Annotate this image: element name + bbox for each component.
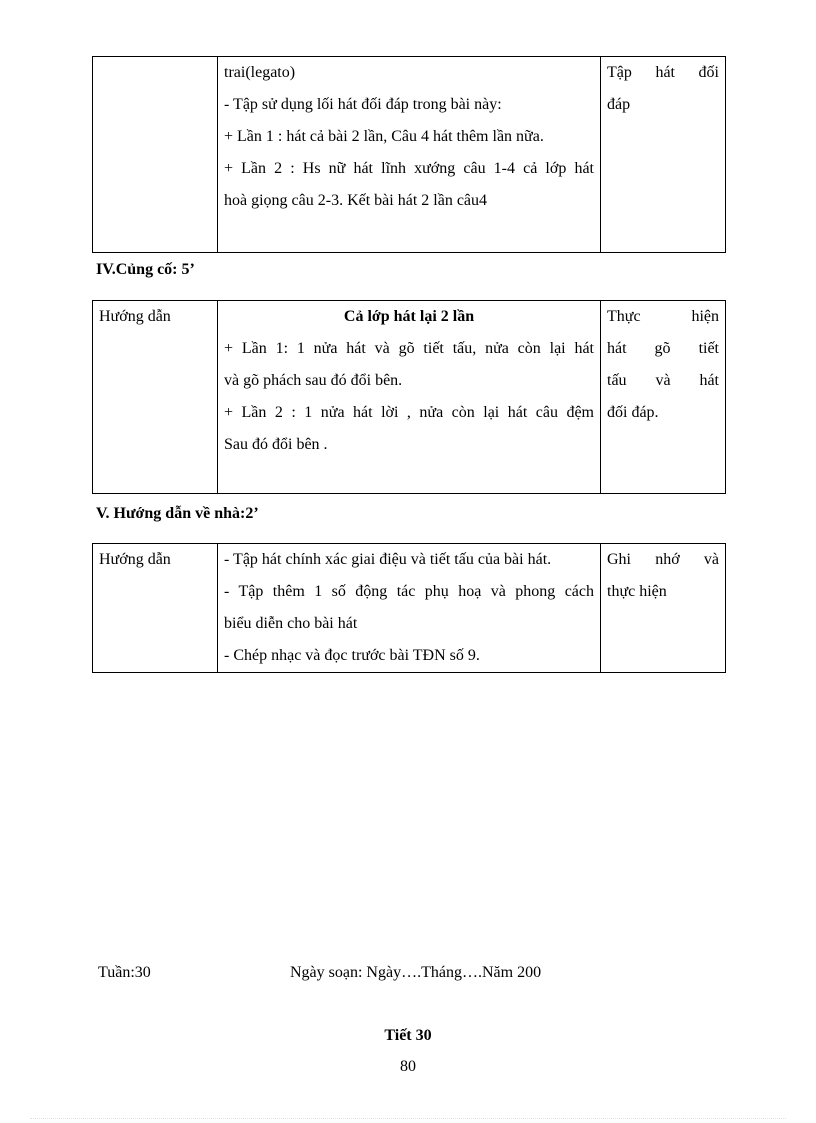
content-line: hoà giọng câu 2-3. Kết bài hát 2 lần câu4 [224, 192, 488, 209]
activity-cell [93, 57, 218, 253]
content-line: Thực hiện [607, 308, 719, 325]
teacher-content-cell [218, 57, 601, 253]
content-line: + Lần 2 : 1 nửa hát lời , nửa còn lại hát câu đệm [224, 404, 594, 421]
lesson-table-homework [92, 543, 726, 673]
activity-cell [93, 301, 218, 494]
content-line: Sau đó đổi bên . [224, 436, 328, 453]
content-line: đối đáp. [607, 404, 659, 421]
activity-label: Hướng dẫn [99, 551, 171, 568]
student-activity-cell [601, 301, 726, 494]
table-row [93, 301, 726, 494]
content-line: + Lần 1 : hát cả bài 2 lần, Câu 4 hát thêm lần nữa. [224, 128, 544, 145]
lesson-table-reinforcement [92, 300, 726, 494]
teacher-content-cell [218, 544, 601, 673]
content-line: và gõ phách sau đó đổi bên. [224, 372, 403, 389]
lesson-table-continuation [92, 56, 726, 253]
content-line: + Lần 2 : Hs nữ hát lĩnh xướng câu 1-4 cả lớp hát [224, 160, 594, 177]
content-line: - Tập hát chính xác giai điệu và tiết tấu của bài hát. [224, 551, 552, 568]
page-number: 80 [400, 1058, 416, 1075]
page-edge-divider [30, 1118, 786, 1119]
content-line: - Chép nhạc và đọc trước bài TĐN số 9. [224, 647, 480, 664]
content-title: Cả lớp hát lại 2 lần [343, 308, 475, 325]
content-line: Ghi nhớ và [607, 551, 719, 568]
content-line: trai(legato) [224, 64, 296, 81]
table-row [93, 57, 726, 253]
content-line: tấu và hát [607, 372, 719, 389]
content-line: + Lần 1: 1 nửa hát và gõ tiết tấu, nửa còn lại hát [224, 340, 594, 357]
activity-cell [93, 544, 218, 673]
lesson-number: Tiết 30 [384, 1027, 432, 1044]
content-line: - Tập thêm 1 số động tác phụ hoạ và phong cách [224, 583, 594, 600]
content-line: hát gõ tiết [607, 340, 719, 357]
section-heading-reinforcement: IV.Củng cố: 5’ [96, 261, 195, 278]
table-row [93, 544, 726, 673]
student-activity-cell [601, 57, 726, 253]
content-line: thực hiện [607, 583, 667, 600]
content-line: biểu diễn cho bài hát [224, 615, 358, 632]
student-activity-cell [601, 544, 726, 673]
activity-label: Hướng dẫn [99, 308, 171, 325]
teacher-content-cell [218, 301, 601, 494]
content-line: đáp [607, 96, 631, 113]
section-heading-homework: V. Hướng dẫn về nhà:2’ [96, 505, 259, 522]
content-line: Tập hát đối [607, 64, 719, 81]
content-line: - Tập sử dụng lối hát đối đáp trong bài này: [224, 96, 502, 113]
preparation-date: Ngày soạn: Ngày….Tháng….Năm 200 [290, 964, 542, 981]
week-label: Tuần:30 [98, 964, 151, 981]
